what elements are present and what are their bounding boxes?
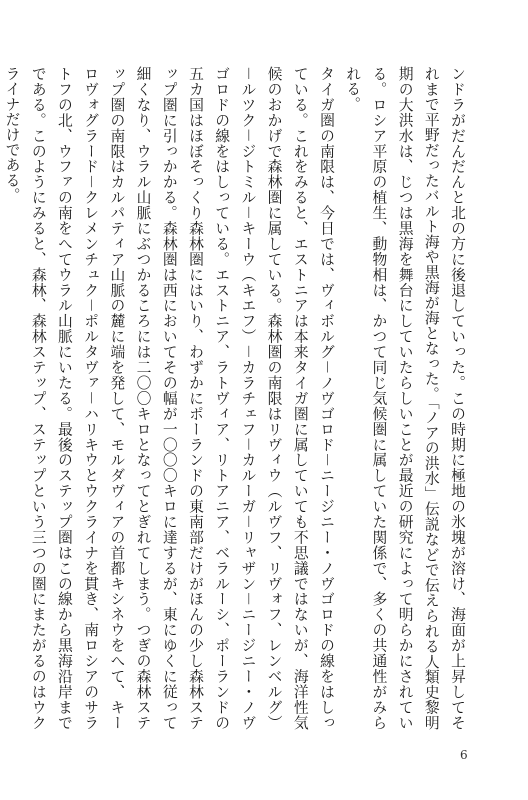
paragraph-2: タイガ圏の南限は、今日では、ヴィボルグ－ノヴゴロド－ニージニー・ノヴゴロドの線をはしっている。これをみると、エストニアは本来タイガ圏に属していても不思議ではないが、海洋性気候のおかげで森林圏に属している。森林圏の南限はリヴィウ（ルヴフ、リヴォフ、レンベルグ）－ルツク－ジトミル－キーウ（キエフ）－カラチェフ－カルーガ－リャザン－ニージニー・ノヴゴロドの線をはしっている。エストニア、ラトヴィア、リトアニア、ベラルーシ、ポーランドの五カ国はほぼそっくり森林圏にはいり、わずかにポーランドの東南部だけがほんの少し森林ステップ圏に引っかかる。森林圏は西においてその幅が一〇〇〇キロに達するが、東にゆくに従って細くなり、ウラル山脈にぶつかるころには二〇〇キロとなってとぎれてしまう。つぎの森林ステップ圏の南限はカルパティア山脈の麓に端を発して、モルダヴィアの首都キシネウをへて、キーロヴォグラード－クレメンチュク－ポルタヴァ－ハリキウとウクライナを貫き、南ロシアのサラトフの北、ウファの南をへてウラル山脈にいたる。最後のステップ圏はこの線から黒海沿岸までである。このようにみると、森林、森林ステップ、ステップという三つの圏にまたがるのはウクライナだけである。: [3, 66, 335, 730]
vertical-body-text: [3, 66, 470, 730]
page-number: 6: [460, 748, 468, 762]
paragraph-1: ンドラがだんだんと北の方に後退していった。この時期に極地の氷塊が溶け、海面が上昇してそれまで平野だったバルト海や黒海が海となった。「ノアの洪水」伝説などで伝えられる人類史黎明期の大洪水は、じつは黒海を舞台にしていたらしいことが最近の研究によって明らかにされている。ロシア平原の植生、動物相は、かつて同じ気候圏に属していた関係で、多くの共通性がみられる。: [344, 66, 466, 730]
